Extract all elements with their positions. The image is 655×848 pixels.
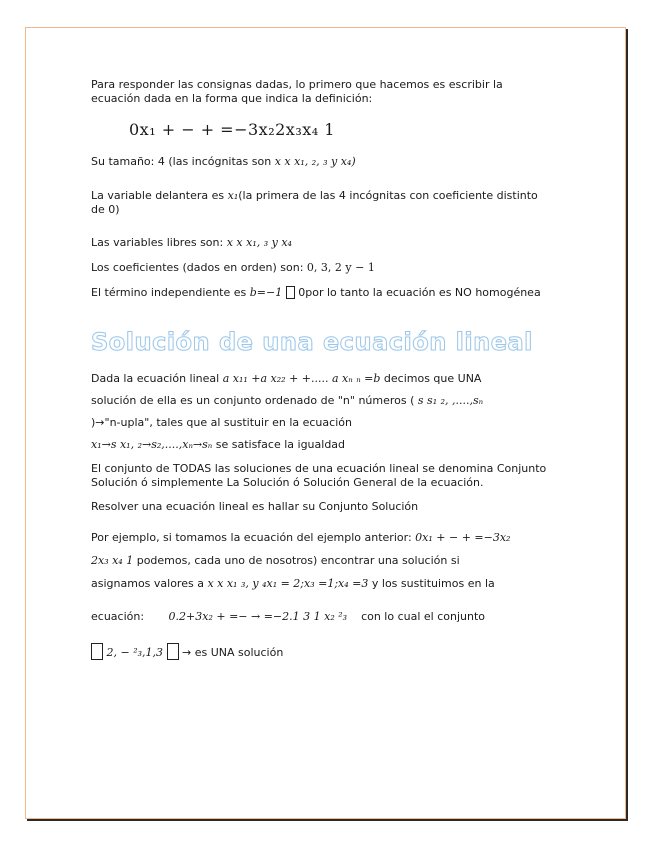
- coefficients-paragraph: [91, 261, 551, 275]
- e4-equation: 0.2+3x₂ + =− → =−2.1 3 1 x₂ ²₃: [168, 610, 348, 623]
- size-vars: x x x₁, ₂, ₃ y x₄): [274, 155, 356, 168]
- leading-variable-paragraph: [91, 189, 551, 217]
- e5-text: → es UNA solución: [182, 646, 284, 659]
- e3-text-b: y los sustituimos en la: [371, 577, 495, 590]
- ind-desc: 0por lo tanto la ecuación es NO homogénea: [298, 286, 541, 299]
- e3-text: asignamos valores a: [91, 577, 204, 590]
- ind-value: b=−1: [249, 286, 283, 299]
- s4-text: se satisface la igualdad: [215, 438, 346, 451]
- leading-var: x₁: [227, 189, 239, 202]
- s4-equation: x₁→s x₁, ₂→s₂,....,xₙ→sₙ: [91, 438, 213, 451]
- section-heading: Solución de una ecuación lineal: [91, 328, 533, 356]
- independent-term-paragraph: [91, 286, 551, 300]
- coef-values: 0, 3, 2 y − 1: [306, 261, 375, 274]
- s2-text: solución de ella es un conjunto ordenado de "n" números (: [91, 394, 415, 407]
- leading-text: La variable delantera es: [91, 189, 225, 202]
- right-bracket-box-icon: [167, 643, 179, 660]
- left-bracket-box-icon: [91, 643, 103, 660]
- example-solution-paragraph: [91, 643, 551, 660]
- s1-text-b: decimos que UNA: [383, 372, 482, 385]
- size-text: Su tamaño: 4 (las incógnitas son: [91, 155, 272, 168]
- e4-text-b: con lo cual el conjunto: [361, 610, 486, 623]
- ind-text: El término independiente es: [91, 286, 247, 299]
- free-variables-paragraph: [91, 236, 551, 250]
- e1-text: Por ejemplo, si tomamos la ecuación del ejemplo anterior:: [91, 531, 412, 544]
- e5-equation: 2, − ²₃,1,3: [106, 646, 164, 659]
- e3-equation: x x x₁ ₃, y ₄x₁ = 2;x₃ =1;x₄ =3: [207, 577, 369, 590]
- s1-equation: a x₁₁ +a x₂₂ + +..... a xₙ ₙ =b: [222, 372, 381, 385]
- s1-text: Dada la ecuación lineal: [91, 372, 220, 385]
- s3-text: )→"n-upla", tales que al sustituir en la ecuación: [91, 416, 352, 429]
- document-page: [25, 27, 626, 819]
- size-paragraph: [91, 155, 551, 169]
- e4-text: ecuación:: [91, 610, 145, 623]
- document-content: [91, 78, 551, 660]
- example-paragraph: [91, 526, 551, 595]
- s2-vars: s s₁ ₂, ,....,sₙ: [417, 394, 484, 407]
- solution-def-paragraph: [91, 368, 551, 456]
- e1-equation: 0x₁ + − + =−3x₂: [415, 531, 511, 544]
- equation-display: 0x₁ + − + =−3x₂2x₃x₄ 1: [129, 120, 335, 139]
- leading-desc: (la primera de las 4 incógnitas con coeficiente distinto de 0): [91, 189, 538, 216]
- resolve-paragraph: Resolver una ecuación lineal es hallar su Conjunto Solución: [91, 500, 419, 513]
- e2-equation: 2x₃ x₄ 1: [91, 554, 134, 567]
- solution-set-paragraph: El conjunto de TODAS las soluciones de una ecuación lineal se denomina Conjunto Solución ó simplemente La Solución ó Solución General de la ecuación.: [91, 462, 547, 489]
- placeholder-box-icon: [286, 286, 295, 299]
- e2-text: podemos, cada uno de nosotros) encontrar una solución si: [136, 554, 460, 567]
- free-text: Las variables libres son:: [91, 236, 224, 249]
- free-vars: x x x₁, ₃ y x₄: [226, 236, 292, 249]
- coef-text: Los coeficientes (dados en orden) son:: [91, 261, 304, 274]
- example-eval-paragraph: [91, 605, 551, 629]
- intro-paragraph: Para responder las consignas dadas, lo primero que hacemos es escribir la ecuación dada en la forma que indica la definición:: [91, 78, 503, 105]
